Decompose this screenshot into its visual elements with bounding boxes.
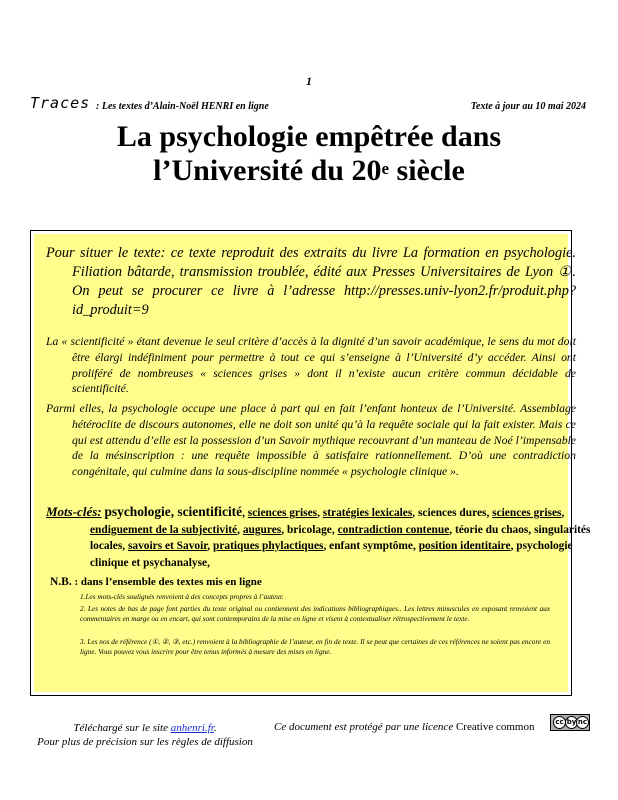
keyword: enfant symptôme [329, 540, 413, 552]
footer-license [274, 721, 534, 733]
keywords-label: Mots-clés: [46, 504, 102, 519]
keyword: pratiques phylactiques [212, 540, 324, 552]
keyword: sciences grises [247, 507, 318, 519]
keyword: augures [242, 523, 282, 536]
keyword: sciences dures [418, 507, 487, 519]
creative-commons-icon[interactable] [550, 714, 590, 731]
keyword: stratégies lexicales [322, 507, 413, 519]
keyword: endiguement de la subjectivité [90, 523, 238, 536]
keyword: bricolage [286, 523, 332, 536]
traces-logo: Traces [30, 94, 91, 112]
site-link[interactable]: anhenri.fr [170, 722, 214, 734]
nb-heading [50, 576, 262, 588]
title-line-2: l’Université du 20e siècle [153, 154, 465, 187]
abstract-intro: Pour situer le texte: ce texte reproduit des extraits du livre La formation en psychologie. Filiation bâtarde, transmission troublée, édité aux Presses Universitaires de Lyon ①. On peut se procurer ce livre à l’adresse http://presses.univ-lyon2.fr/produit.php?id_produit=9 [46, 245, 576, 318]
header-series-title: : Les textes d’Alain-Noël HENRI en ligne [96, 101, 269, 112]
footer-download-info: Téléchargé sur le site anhenri.fr. Pour plus de précision sur les règles de diffusion [0, 721, 290, 749]
keyword: contradiction contenue [337, 523, 450, 536]
document-title [0, 120, 618, 188]
abstract-background [34, 234, 591, 692]
by-icon: by [565, 716, 578, 729]
nb-label: N.B. [50, 576, 72, 588]
abstract-paragraph-1: La « scientificité » étant devenue le seul critère d’accès à la dignité d’un savoir académique, le sens du mot doit être élargi indéfiniment pour permettre à tout ce qui s’enseigne à l’Université d’y accéder. Ainsi ont proliféré de nombreuses « sciences grises » dont il n’existe aucun critère commun décidable de scientificité. [46, 335, 576, 396]
title-line-1: La psychologie empêtrée dans [116, 120, 502, 153]
nc-icon: nc [576, 716, 589, 729]
license-name: Creative common [455, 721, 535, 733]
keyword: téorie du chaos [454, 523, 529, 536]
keyword: singularités locales [90, 523, 591, 552]
keyword: scientificité [177, 504, 243, 519]
page-number: 1 [306, 74, 312, 88]
cc-icon: cc [553, 716, 566, 729]
nb-note-1: 1.Les mots-clés soulignés renvoient à des concepts propres à l’auteur. [80, 592, 284, 601]
nb-note-2: 2. Les notes de bas de page font parties du texte original ou contiennent des indications bibliographiques.. Les lettres minuscules en exposant renvoient aux commentaires en marge ou en encart, qui sont contemporains de la mise en ligne et visent à contextualiser rétrospectivement le texte. [80, 604, 550, 624]
abstract-paragraph-2: Parmi elles, la psychologie occupe une place à part qui en fait l’enfant honteux de l’Université. Assemblage hétéroclite de discours autonomes, elle ne doit son unité qu’à la requête sociale qui la fait exister. Mais ce qui est attendu d’elle est la possession d’un Savoir mythique recouvrant d’un manteau de Noé l’impensable de la mésinscription : une requête impossible à satisfaire rationnellement. D’où une contradiction congénitale, qui culmine dans la sous-discipline nommée « psychologie clinique ». [46, 402, 576, 479]
keyword: savoirs et Savoir [127, 540, 208, 552]
diffusion-rules-text: Pour plus de précision sur les règles de diffusion [37, 736, 253, 748]
keyword: sciences grises [492, 507, 562, 519]
keyword: psychologie [104, 504, 171, 519]
page-header [30, 94, 586, 116]
nb-heading-text: : dans l’ensemble des textes mis en ligne [74, 576, 262, 588]
header-update-date: Texte à jour au 10 mai 2024 [470, 101, 586, 112]
abstract-box [30, 230, 591, 696]
license-text: Ce document est protégé par une licence [274, 721, 456, 733]
keyword: psychologie clinique et psychanalyse [90, 540, 573, 569]
nb-note-3: 3. Les nos de référence (①, ②, ③, etc.) renvoient à la bibliographie de l’auteur, en fin de texte. Il se peut que certaines de ces références ne soient pas encore en ligne. Vous pouvez vous inscrire pour être tenus informés à mesure des mises en ligne. [80, 637, 550, 657]
keywords-block: Mots-clés: psychologie, scientificité, sciences grises, stratégies lexicales, sciences dures, sciences grises, endiguement de la subjectivité, augures, bricolage, contradiction contenue, téorie du chaos, singularités locales, savoirs et Savoir, pratiques phylactiques, enfant symptôme, position identitaire, psychologie clinique et psychanalyse, [46, 504, 591, 569]
keyword: position identitaire [418, 540, 511, 552]
